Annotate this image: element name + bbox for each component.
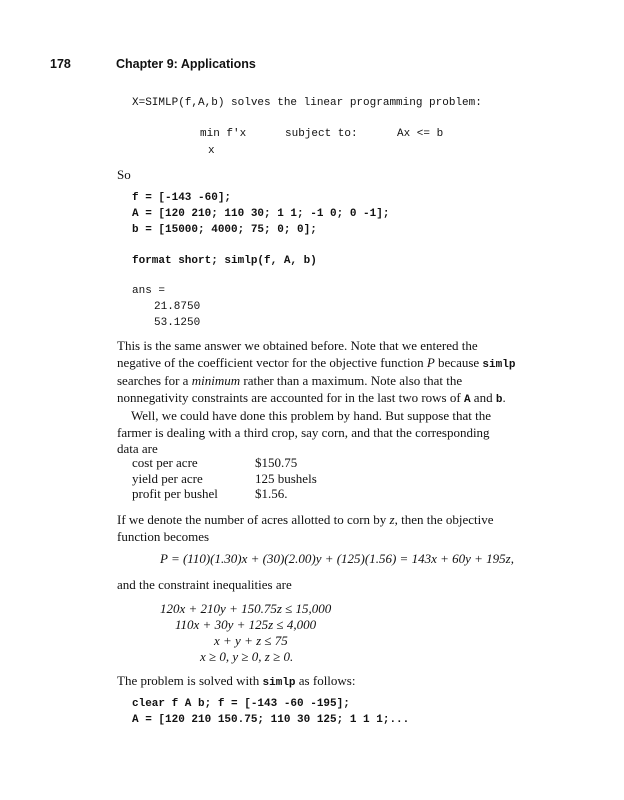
text-line: function becomes	[117, 528, 210, 544]
table-row	[132, 486, 317, 502]
corn-data-table	[132, 455, 317, 502]
objective-equation: P = (110)(1.30)x + (30)(2.00)y + (125)(1.56) = 143x + 60y + 195z,	[160, 551, 514, 566]
text-line: data are	[117, 441, 158, 456]
constraint-line: 120x + 210y + 150.75z ≤ 15,000	[160, 601, 332, 616]
body-paragraph-1	[117, 338, 537, 458]
row-label: yield per acre	[132, 470, 203, 486]
code-line-A2: A = [120 210 150.75; 110 30 125; 1 1 1;...	[132, 714, 410, 726]
so-text: So	[117, 167, 131, 182]
row-label: cost per acre	[132, 455, 198, 470]
help-text-var: x	[208, 145, 215, 157]
text-line: negative of the coefficient vector for the objective function P because simlp	[117, 354, 516, 371]
code-line-A: A = [120 210; 110 30; 1 1; -1 0; 0 -1];	[132, 208, 390, 220]
body-paragraph-3	[117, 512, 537, 545]
text-line: searches for a minimum rather than a maximum. Note also that the	[117, 373, 463, 388]
table-row	[132, 471, 317, 487]
help-text-min: min f'x	[200, 128, 247, 140]
output-value-2: 53.1250	[154, 317, 201, 329]
row-label: profit per bushel	[132, 486, 218, 501]
constraint-line: x ≥ 0, y ≥ 0, z ≥ 0.	[200, 649, 294, 664]
text-line: If we denote the number of acres allotted to corn by z, then the objective	[117, 512, 494, 527]
code-line-b: b = [15000; 4000; 75; 0; 0];	[132, 224, 317, 236]
page-number: 178	[50, 57, 71, 71]
help-text-subject: subject to:	[285, 128, 358, 140]
code-line-command: format short; simlp(f, A, b)	[132, 255, 317, 267]
output-ans: ans =	[132, 285, 166, 297]
table-row	[132, 455, 317, 471]
chapter-title: Chapter 9: Applications	[116, 57, 256, 71]
row-value: 125 bushels	[255, 470, 317, 486]
code-line-clear: clear f A b; f = [-143 -60 -195];	[132, 698, 350, 710]
text-line: farmer is dealing with a third crop, say corn, and that the corresponding	[117, 424, 490, 440]
code-line-f: f = [-143 -60];	[132, 192, 232, 204]
help-text-line: X=SIMLP(f,A,b) solves the linear programming problem:	[132, 97, 482, 109]
body-paragraph-5: The problem is solved with simlp as follows:	[117, 673, 356, 689]
row-value: $1.56.	[255, 486, 288, 501]
row-value: $150.75	[255, 455, 298, 470]
text-line: Well, we could have done this problem by hand. But suppose that the	[131, 408, 491, 423]
constraint-line: 110x + 30y + 125z ≤ 4,000	[175, 617, 317, 632]
text-line: nonnegativity constraints are accounted for in the last two rows of A and b.	[117, 389, 506, 406]
output-value-1: 21.8750	[154, 301, 201, 313]
constraint-line: x + y + z ≤ 75	[214, 633, 288, 648]
text-line: This is the same answer we obtained before. Note that we entered the	[117, 338, 478, 353]
running-header	[50, 57, 256, 71]
body-paragraph-4: and the constraint inequalities are	[117, 577, 292, 592]
help-text-constraint: Ax <= b	[397, 128, 444, 140]
